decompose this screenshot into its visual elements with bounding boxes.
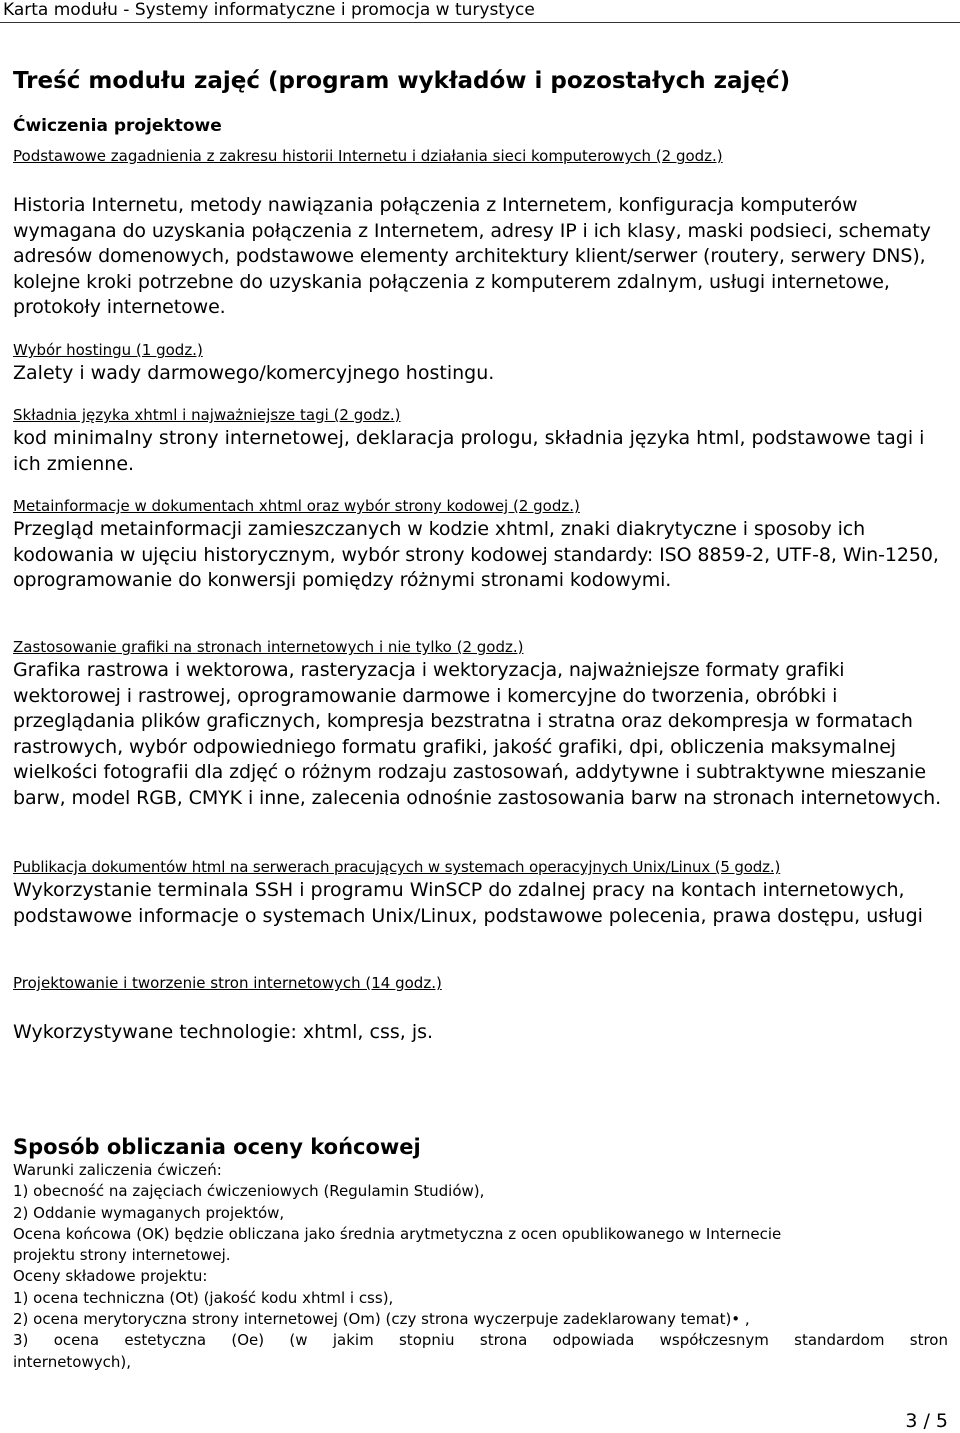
grading-line: projektu strony internetowej.: [13, 1246, 231, 1265]
topic-body: Zalety i wady darmowego/komercyjnego hostingu.: [13, 362, 495, 384]
page-number: 3 / 5: [905, 1410, 948, 1432]
document-header: [0, 0, 960, 22]
grading-line: 1) obecność na zajęciach ćwiczeniowych (Regulamin Studiów),: [13, 1182, 485, 1201]
header-divider: [0, 22, 960, 23]
topic-title: Zastosowanie grafiki na stronach internetowych i nie tylko (2 godz.): [13, 638, 524, 656]
grading-heading: Sposób obliczania oceny końcowej: [13, 1135, 421, 1159]
topic-body: Przegląd metainformacji zamieszczanych w kodzie xhtml, znaki diakrytyczne i sposoby ich kodowania w ujęciu historycznym, wybór strony kodowej standardy: ISO 8859-2, UTF-8, Win-1250, oprogramowanie do konwersji pomiędzy różnymi stronami kodowymi.: [13, 518, 939, 591]
topic-title: Wybór hostingu (1 godz.): [13, 341, 203, 359]
exercise-heading: Ćwiczenia projektowe: [13, 116, 222, 136]
topic-title: Składnia języka xhtml i najważniejsze tagi (2 godz.): [13, 406, 401, 424]
grading-line: 3) ocena estetyczna (Oe) (w jakim stopniu strona odpowiada współczesnym standardom stron: [13, 1331, 948, 1350]
topic-body: Grafika rastrowa i wektorowa, rasteryzacja i wektoryzacja, najważniejsze formaty grafiki wektorowej i rastrowej, oprogramowanie darmowe i komercyjne do tworzenia, obróbki i przeglądania plików graficznych, kompresja bezstratna i stratna oraz dekompresja w formatach rastrowych, wybór odpowiedniego formatu grafiki, jakość grafiki, dpi, obliczenia maksymalnej wielkości fotografii dla zdjęć o różnym rodzaju zastosowań, addytywne i subtraktywne mieszanie barw, model RGB, CMYK i inne, zalecenia odnośnie zastosowania barw na stronach internetowych.: [13, 659, 942, 809]
topic-body: Historia Internetu, metody nawiązania połączenia z Internetem, konfiguracja komputerów wymagana do uzyskania połączenia z Internetem, adresy IP i ich klasy, maski podsieci, schematy adresów domenowych, podstawowe elementy architektury klient/serwer (routery, serwery DNS), kolejne kroki potrzebne do uzyskania połączenia z komputerem zdalnym, usługi internetowe, protokoły internetowe.: [13, 194, 931, 318]
topic-body: Wykorzystanie terminala SSH i programu WinSCP do zdalnej pracy na kontach internetowych, podstawowe informacje o systemach Unix/Linux, podstawowe polecenia, prawa dostępu, usługi: [13, 879, 923, 927]
topic-body: kod minimalny strony internetowej, deklaracja prologu, składnia języka html, podstawowe tagi i ich zmienne.: [13, 427, 925, 475]
grading-line: Oceny składowe projektu:: [13, 1267, 208, 1286]
topic-title: Projektowanie i tworzenie stron internetowych (14 godz.): [13, 974, 442, 992]
content-heading: Treść modułu zajęć (program wykładów i pozostałych zajęć): [13, 68, 791, 94]
grading-line: 2) Oddanie wymaganych projektów,: [13, 1203, 285, 1222]
grading-conditions: [13, 1160, 948, 1373]
grading-line: 2) ocena merytoryczna strony internetowej (Om) (czy strona wyczerpuje zadeklarowany temat)• ,: [13, 1310, 750, 1329]
grading-line: Ocena końcowa (OK) będzie obliczana jako średnia arytmetyczna z ocen opublikowanego w Internecie: [13, 1224, 782, 1243]
topic-title: Metainformacje w dokumentach xhtml oraz wybór strony kodowej (2 godz.): [13, 497, 580, 515]
document-title: Karta modułu - Systemy informatyczne i promocja w turystyce: [3, 0, 535, 20]
grading-line: Warunki zaliczenia ćwiczeń:: [13, 1161, 222, 1179]
grading-line: 1) ocena techniczna (Ot) (jakość kodu xhtml i css),: [13, 1288, 394, 1307]
topic-title: Podstawowe zagadnienia z zakresu historii Internetu i działania sieci komputerowych (2 godz.): [13, 147, 723, 165]
topic-title: Publikacja dokumentów html na serwerach pracujących w systemach operacyjnych Unix/Linux (5 godz.): [13, 858, 781, 876]
topic-body: Wykorzystywane technologie: xhtml, css, js.: [13, 1021, 434, 1043]
grading-line: internetowych),: [13, 1352, 132, 1371]
